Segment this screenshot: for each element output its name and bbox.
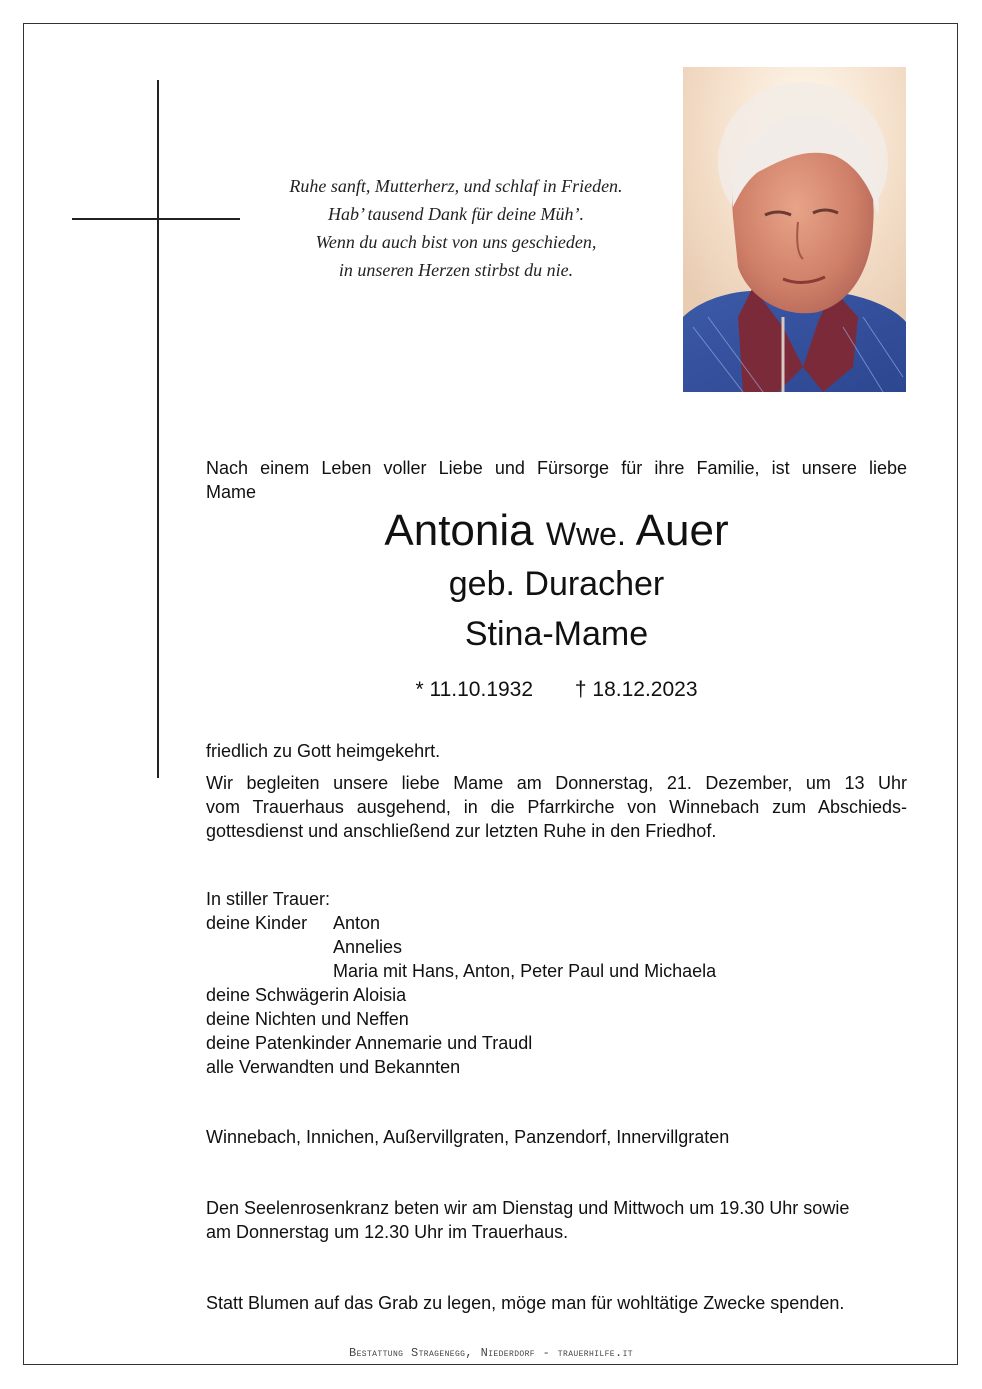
body-line: vom Trauerhaus ausgehend, in die Pfarrkirche von Winnebach zum Abschieds- [206,797,907,817]
body-paragraph-1: friedlich zu Gott heimgekehrt. [206,741,441,761]
poem [250,172,662,284]
life-dates [206,676,907,704]
poem-line: Wenn du auch bist von uns geschieden, [315,232,597,252]
mourner-row: deine Nichten und Neffen [206,1009,409,1029]
last-name: Auer [635,506,729,555]
poem-line: Hab’ tausend Dank für deine Müh’. [328,204,584,224]
rosary-line: am Donnerstag um 12.30 Uhr im Trauerhaus. [206,1222,569,1242]
footer-credit: Bestattung Stragenegg, Niederdorf - trauerhilfe.it [348,1346,634,1360]
cross-vertical-bar [157,80,159,778]
death-date: † 18.12.2023 [574,678,698,701]
maiden-name: geb. Duracher [448,565,665,603]
intro-text [206,456,907,504]
mourner-row [206,911,907,935]
poem-line: Ruhe sanft, Mutterherz, und schlaf in Frieden. [289,176,623,196]
deceased-name [206,503,907,562]
flowers-notice: Statt Blumen auf das Grab zu legen, möge man für wohltätige Zwecke spenden. [206,1293,845,1313]
mourner-row: deine Patenkinder Annemarie und Traudl [206,1033,533,1053]
mourner-row: alle Verwandten und Bekannten [206,1057,461,1077]
mourners-list [206,887,907,1079]
birth-date: * 11.10.1932 [415,678,534,701]
mourner-child: Anton [333,913,381,933]
places-line: Winnebach, Innichen, Außervillgraten, Panzendorf, Innervillgraten [206,1127,730,1147]
body-line: Wir begleiten unsere liebe Mame am Donnerstag, 21. Dezember, um 13 Uhr [206,773,907,793]
first-name: Antonia [384,506,534,555]
mourner-row: deine Schwägerin Aloisia [206,985,407,1005]
portrait-photo [683,67,906,392]
children-label: deine Kinder [206,913,308,933]
widow-title: Wwe. [545,516,626,552]
rosary-notice [206,1196,907,1244]
rosary-line: Den Seelenrosenkranz beten wir am Dienstag und Mittwoch um 19.30 Uhr sowie [206,1198,850,1218]
body-paragraph-2 [206,771,907,843]
mourner-child: Annelies [333,937,403,957]
poem-line: in unseren Herzen stirbst du nie. [338,260,574,280]
intro-line: Nach einem Leben voller Liebe und Fürsorge für ihre Familie, ist unsere liebe [206,458,907,478]
mourners-heading: In stiller Trauer: [206,889,331,909]
nickname: Stina-Mame [464,615,649,653]
mourner-child: Maria mit Hans, Anton, Peter Paul und Michaela [333,961,717,981]
cross-horizontal-bar [72,218,240,220]
body-line: gottesdienst und anschließend zur letzten Ruhe in den Friedhof. [206,821,717,841]
intro-line: Mame [206,482,257,502]
